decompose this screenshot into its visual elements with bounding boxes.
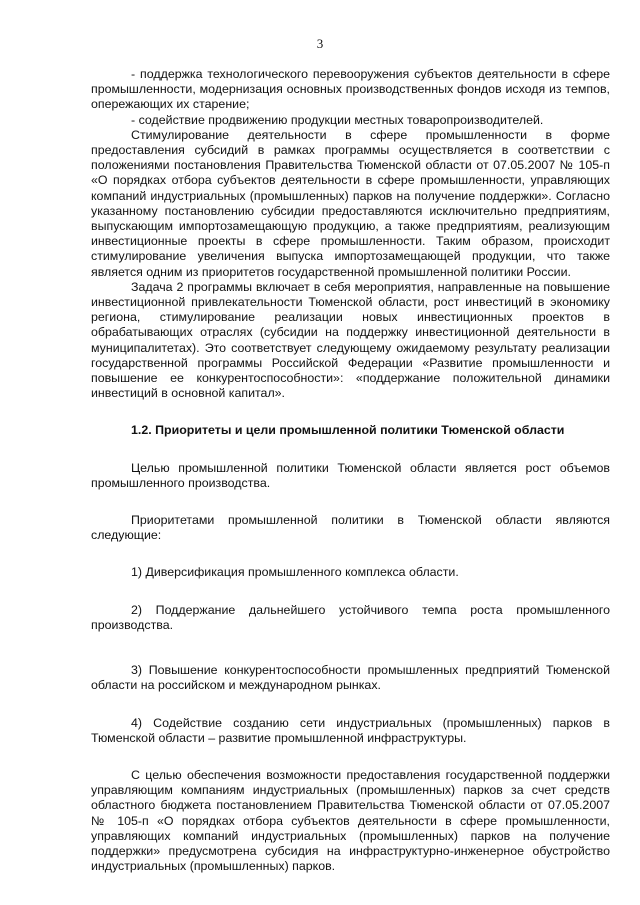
priority-item-3: 3) Повышение конкурентоспособности промышленных предприятий Тюменской области на российском и международном рынках. bbox=[91, 663, 610, 693]
priority-item-2: 2) Поддержание дальнейшего устойчивого темпа роста промышленного производства. bbox=[91, 602, 610, 632]
paragraph-subsidies: Стимулирование деятельности в сфере промышленности в форме предоставления субсидий в рамках программы осуществляется в соответствии с положениями постановления Правительства Тюменской области от 07.05.2007 № 105-п «О порядках отбора субъектов деятельности в сфере промышленности, управляющих компаний индустриальных (промышленных) парков на получение поддержки». Согласно указанному постановлению субсидии предоставляются исключительно предприятиям, выпускающим импортозамещающую продукцию, а также предприятиям, реализующим инвестиционные проекты в сфере промышленности. Таким образом, происходит стимулирование увеличения выпуска импортозамещающей продукции, что также является одним из приоритетов государственной промышленной политики России. bbox=[91, 127, 610, 279]
paragraph-list-bullet-2: - содействие продвижению продукции местных товаропроизводителей. bbox=[131, 112, 544, 127]
paragraph-task-2: Задача 2 программы включает в себя мероприятия, направленные на повышение инвестиционной привлекательности Тюменской области, рост инвестиций в экономику региона, стимулирование реализации новых инвестиционных проектов в обрабатывающих отраслях (субсидии на поддержку инвестиционной деятельности в муниципалитетах). Это соответствует следующему ожидаемому результату реализации государственной программы Российской Федерации «Развитие промышленности и повышение ее конкурентоспособности»: «поддержание положительной динамики инвестиций в основной капитал». bbox=[91, 279, 610, 401]
section-heading: 1.2. Приоритеты и цели промышленной политики Тюменской области bbox=[131, 423, 565, 438]
paragraph-state-support: С целью обеспечения возможности предоставления государственной поддержки управляющим компаниям индустриальных (промышленных) парков за счет средств областного бюджета постановлением Правительства Тюменской области от 07.05.2007 № 105-п «О порядках отбора субъектов деятельности в сфере промышленности, управляющих компаний индустриальных (промышленных) парков на получение поддержки» предусмотрена субсидия на инфраструктурно-инженерное обустройство индустриальных (промышленных) парков. bbox=[91, 767, 610, 874]
paragraph-goal: Целью промышленной политики Тюменской области является рост объемов промышленного производства. bbox=[91, 460, 610, 490]
priority-item-4: 4) Содействие созданию сети индустриальных (промышленных) парков в Тюменской области – развитие промышленной инфраструктуры. bbox=[91, 715, 610, 745]
page-number: 3 bbox=[316, 36, 324, 51]
priority-item-1: 1) Диверсификация промышленного комплекса области. bbox=[131, 565, 459, 580]
paragraph-priorities-intro: Приоритетами промышленной политики в Тюменской области являются следующие: bbox=[91, 513, 610, 543]
paragraph-list-bullet-1: - поддержка технологического перевооружения субъектов деятельности в сфере промышленности, модернизация основных производственных фондов исходя из темпов, опережающих их старение; bbox=[91, 67, 610, 112]
document-body bbox=[91, 67, 610, 874]
